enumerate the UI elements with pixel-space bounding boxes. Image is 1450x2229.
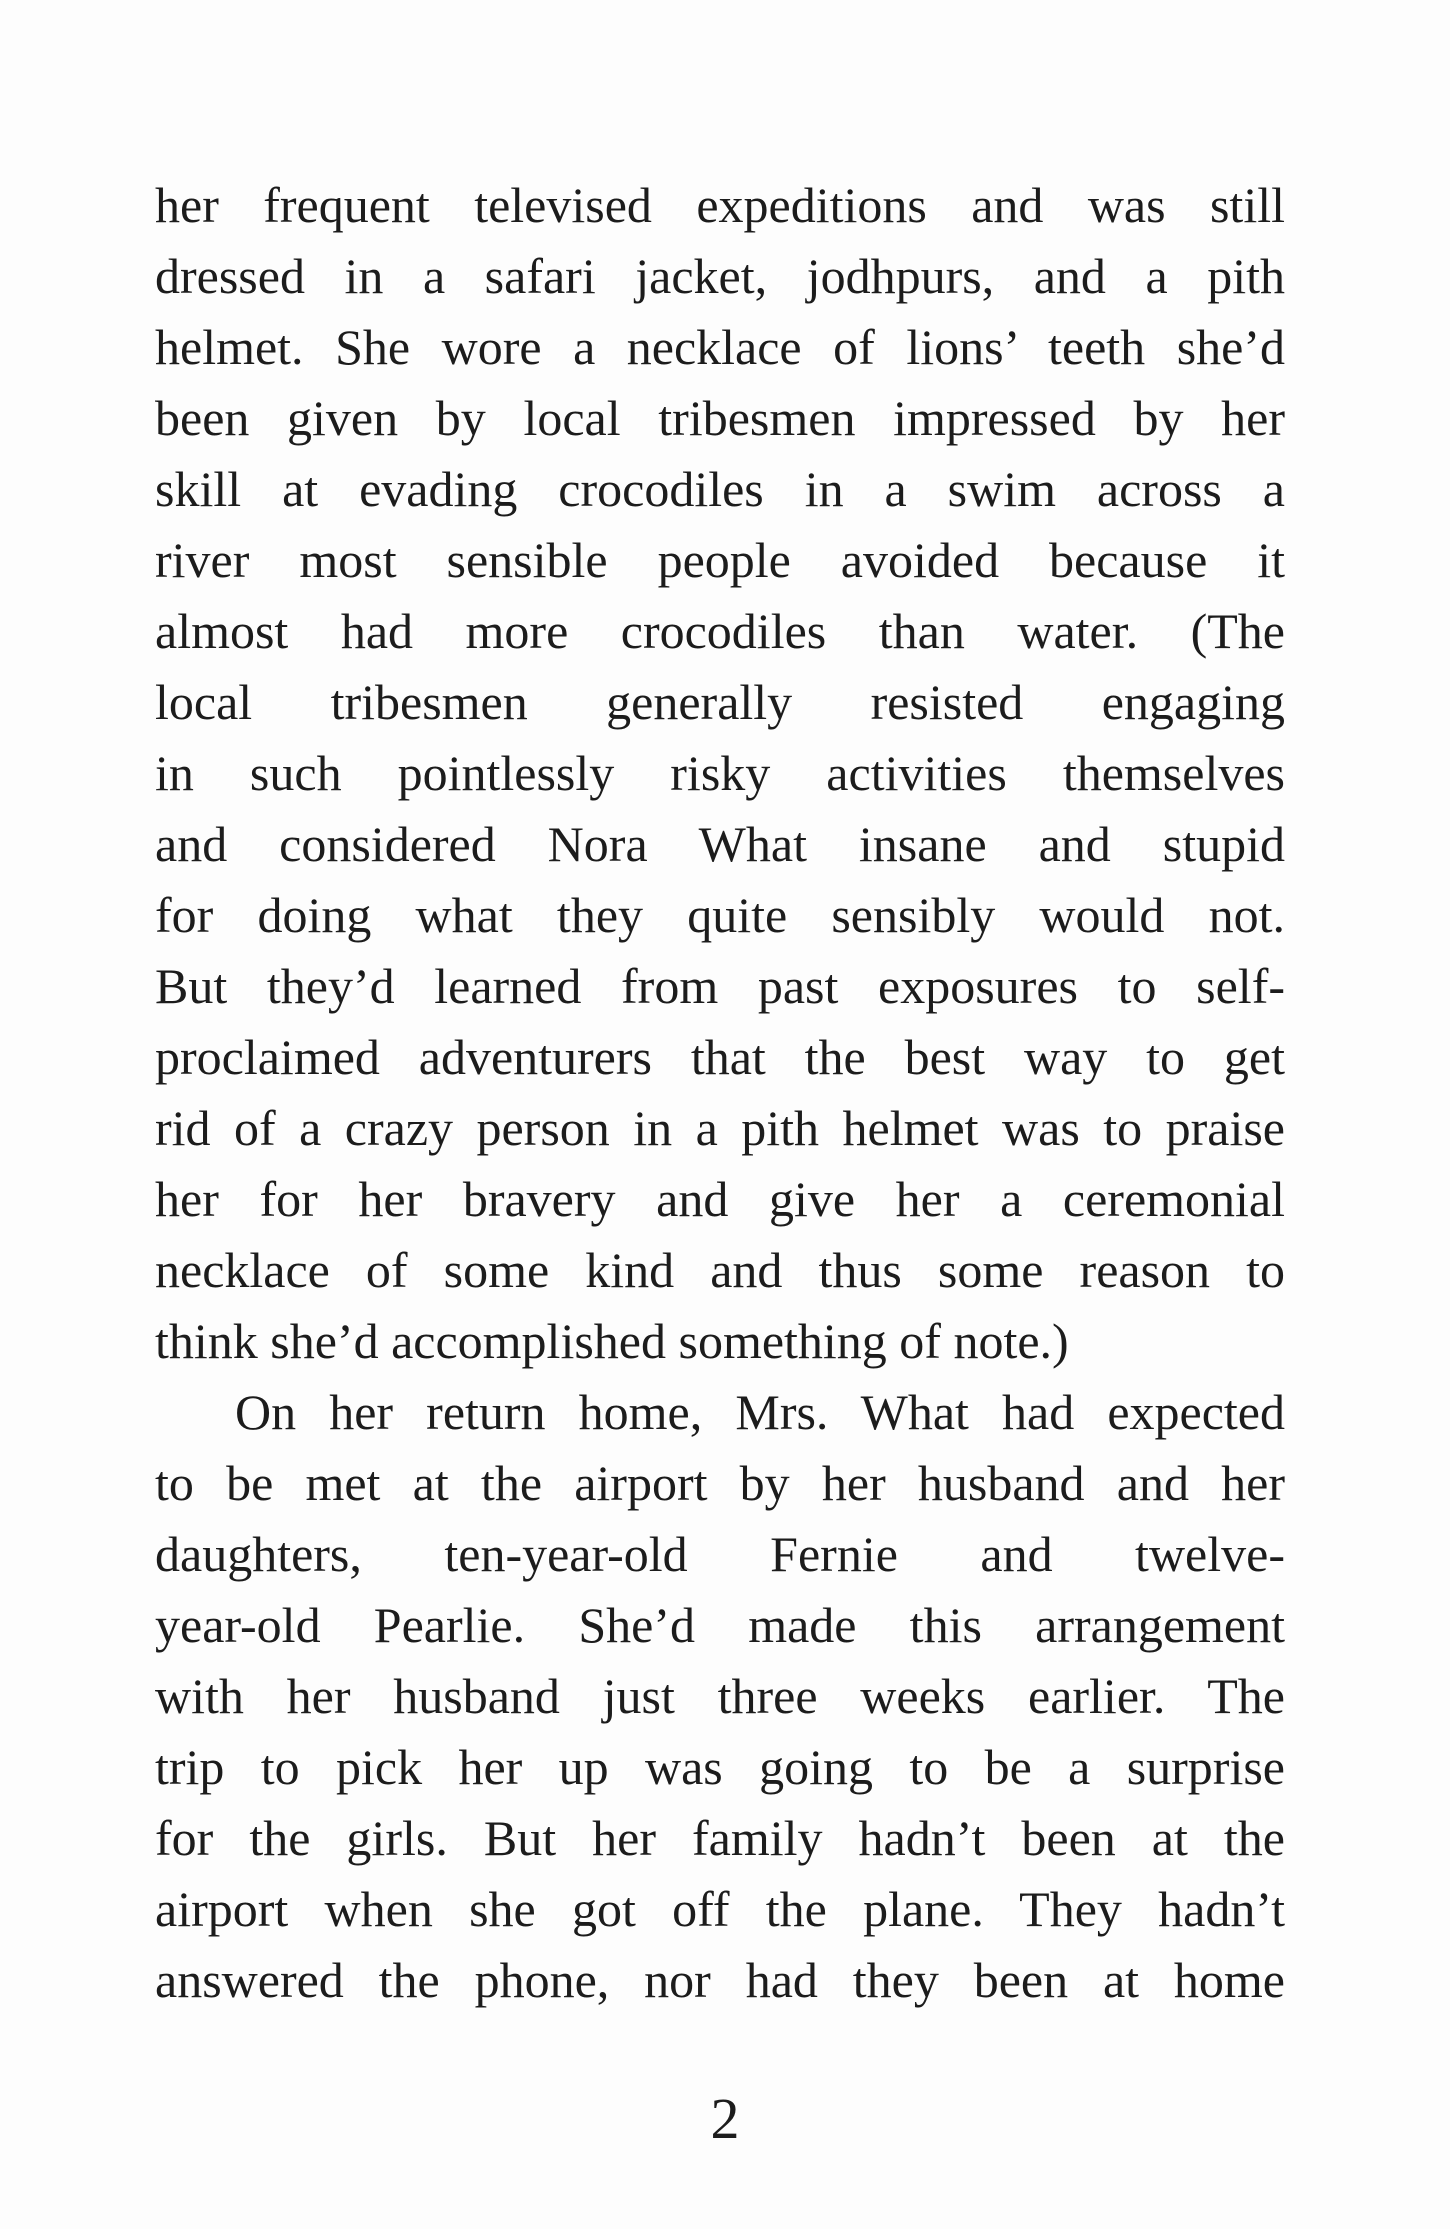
text-line: airport when she got off the plane. They hadn’t [155, 1881, 1285, 1937]
text-line: dressed in a safari jacket, jodhpurs, and a pith [155, 248, 1285, 304]
text-line: year-old Pearlie. She’d made this arrangement [155, 1597, 1285, 1653]
text-line: answered the phone, nor had they been at home [155, 1952, 1285, 2008]
text-line: skill at evading crocodiles in a swim across a [155, 461, 1285, 517]
text-line: trip to pick her up was going to be a surprise [155, 1739, 1285, 1795]
text-line: necklace of some kind and thus some reason to [155, 1242, 1285, 1298]
text-line: daughters, ten-year-old Fernie and twelve- [155, 1526, 1285, 1582]
text-line: river most sensible people avoided because it [155, 532, 1285, 588]
text-line: On her return home, Mrs. What had expected [235, 1384, 1285, 1440]
text-line: been given by local tribesmen impressed by her [155, 390, 1285, 446]
body-text [155, 170, 1285, 2016]
text-line: proclaimed adventurers that the best way to get [155, 1029, 1285, 1085]
text-line: for doing what they quite sensibly would not. [155, 887, 1285, 943]
text-line: almost had more crocodiles than water. (The [155, 603, 1285, 659]
text-line: her for her bravery and give her a ceremonial [155, 1171, 1285, 1227]
text-line: with her husband just three weeks earlier. The [155, 1668, 1285, 1724]
text-line: for the girls. But her family hadn’t been at the [155, 1810, 1285, 1866]
text-line: think she’d accomplished something of note.) [155, 1313, 1069, 1369]
text-line: local tribesmen generally resisted engaging [155, 674, 1285, 730]
text-line: to be met at the airport by her husband and her [155, 1455, 1285, 1511]
text-line: rid of a crazy person in a pith helmet was to praise [155, 1100, 1285, 1156]
text-line: in such pointlessly risky activities themselves [155, 745, 1285, 801]
text-line: helmet. She wore a necklace of lions’ teeth she’d [155, 319, 1285, 375]
text-line: But they’d learned from past exposures to self- [155, 958, 1285, 1014]
text-line: her frequent televised expeditions and was still [155, 177, 1285, 233]
page-number: 2 [710, 2086, 740, 2151]
text-line: and considered Nora What insane and stupid [155, 816, 1285, 872]
